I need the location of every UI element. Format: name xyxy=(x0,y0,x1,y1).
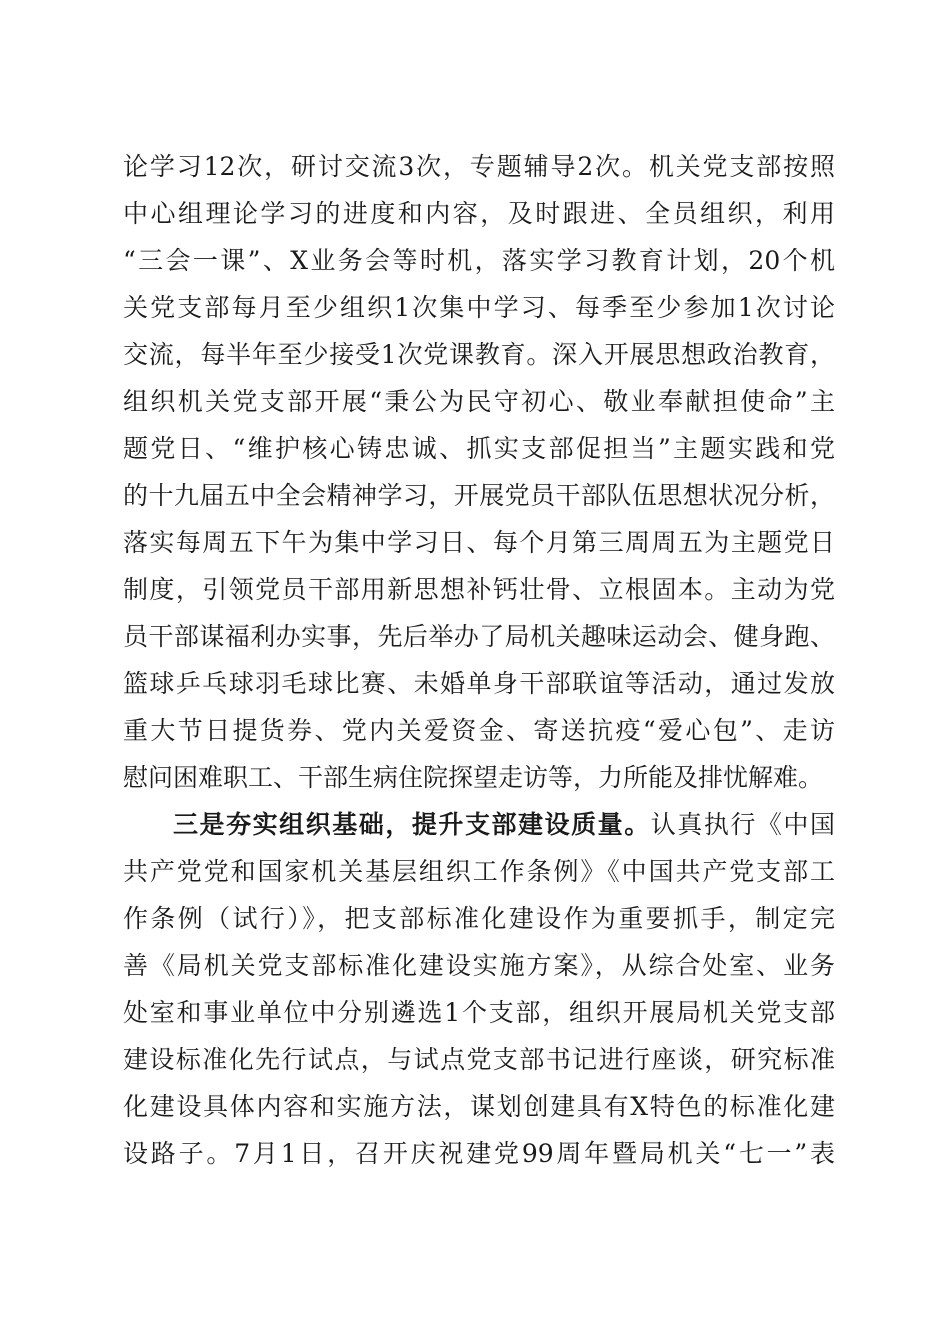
text-line: 的十九届五中全会精神学习，开展党员干部队伍思想状况分析， xyxy=(123,481,835,510)
text-line: 篮球乒乓球羽毛球比赛、未婚单身干部联谊等活动，通过发放 xyxy=(123,669,835,698)
text-line: 善《局机关党支部标准化建设实施方案》，从综合处室、业务 xyxy=(123,951,835,980)
text-line: 处室和事业单位中分别遴选1个支部，组织开展局机关党支部 xyxy=(123,998,835,1027)
text-line: 慰问困难职工、干部生病住院探望走访等，力所能及排忧解难。 xyxy=(123,763,824,792)
section-heading: 三是夯实组织基础，提升支部建设质量。 xyxy=(173,810,651,839)
text-line: 制度，引领党员干部用新思想补钙壮骨、立根固本。主动为党 xyxy=(123,575,835,604)
text-line: 员干部谋福利办实事，先后举办了局机关趣味运动会、健身跑、 xyxy=(123,622,835,651)
text-line: 关党支部每月至少组织1次集中学习、每季至少参加1次讨论 xyxy=(123,293,835,322)
text-line: 作条例（试行）》，把支部标准化建设作为重要抓手，制定完 xyxy=(123,904,835,933)
text-line: 论学习12次，研讨交流3次，专题辅导2次。机关党支部按照 xyxy=(123,152,835,181)
text-line: 共产党党和国家机关基层组织工作条例》《中国共产党支部工 xyxy=(123,857,835,886)
text-line: 组织机关党支部开展“秉公为民守初心、敬业奉献担使命”主 xyxy=(123,387,835,416)
text-line xyxy=(123,801,835,848)
text-line: 设路子。7月1日，召开庆祝建党99周年暨局机关“七一”表 xyxy=(123,1139,835,1168)
text-line: “三会一课”、X业务会等时机，落实学习教育计划，20个机 xyxy=(123,246,835,275)
text-line: 交流，每半年至少接受1次党课教育。深入开展思想政治教育， xyxy=(123,340,835,369)
text-line: 化建设具体内容和实施方法，谋划创建具有X特色的标准化建 xyxy=(123,1092,835,1121)
text-run: 认真执行《中国 xyxy=(650,810,835,839)
text-line: 重大节日提货券、党内关爱资金、寄送抗疫“爱心包”、走访 xyxy=(123,716,835,745)
text-line: 中心组理论学习的进度和内容，及时跟进、全员组织，利用 xyxy=(123,199,835,228)
text-line: 题党日、“维护核心铸忠诚、抓实支部促担当”主题实践和党 xyxy=(123,434,835,463)
paragraph-1 xyxy=(123,143,835,801)
text-line: 建设标准化先行试点，与试点党支部书记进行座谈，研究标准 xyxy=(123,1045,835,1074)
paragraph-2 xyxy=(123,801,835,1177)
document-body xyxy=(123,143,835,1177)
text-line: 落实每周五下午为集中学习日、每个月第三周周五为主题党日 xyxy=(123,528,835,557)
